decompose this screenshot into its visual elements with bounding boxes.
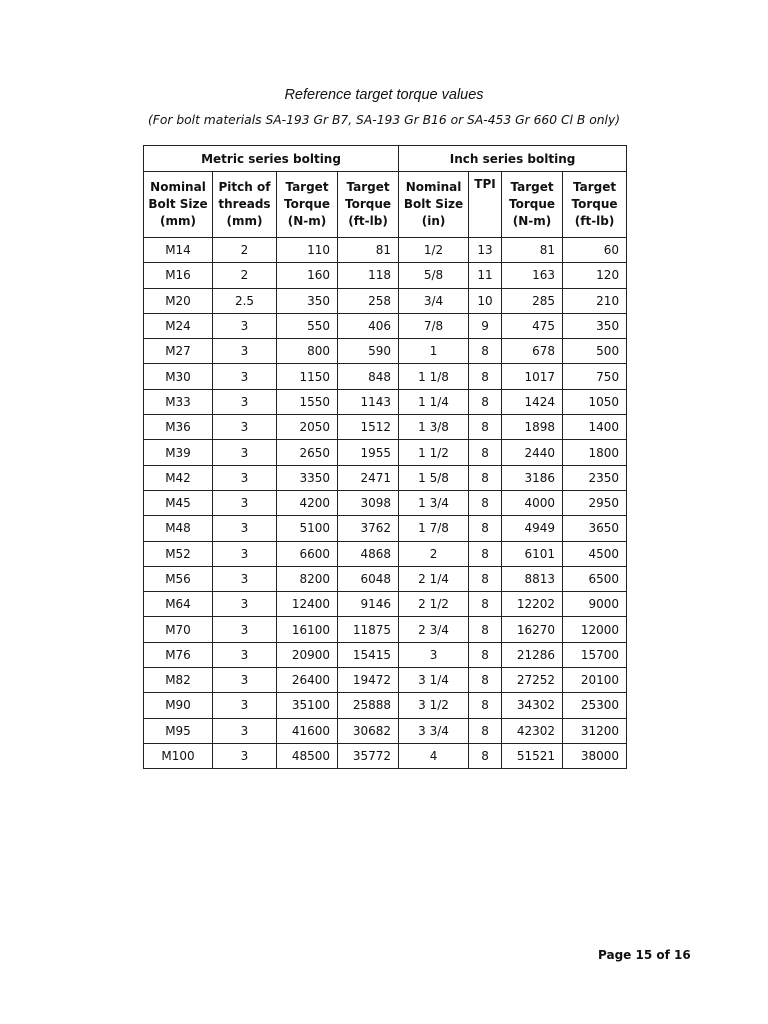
- cell-inch-tpi: 8: [469, 743, 502, 768]
- cell-metric-torque-nm: 3350: [277, 465, 338, 490]
- cell-metric-torque-nm: 26400: [277, 668, 338, 693]
- cell-metric-torque-nm: 550: [277, 313, 338, 338]
- cell-metric-torque-ftlb: 25888: [338, 693, 399, 718]
- table-row: [144, 718, 627, 743]
- cell-metric-torque-nm: 110: [277, 238, 338, 263]
- cell-metric-size: M20: [144, 288, 213, 313]
- cell-metric-pitch: 3: [213, 465, 277, 490]
- cell-inch-torque-ftlb: 1050: [563, 389, 627, 414]
- cell-inch-size: 3 1/4: [399, 668, 469, 693]
- cell-metric-torque-ftlb: 590: [338, 339, 399, 364]
- cell-metric-torque-ftlb: 30682: [338, 718, 399, 743]
- cell-inch-torque-nm: 1898: [502, 415, 563, 440]
- table-row: [144, 541, 627, 566]
- cell-metric-torque-ftlb: 258: [338, 288, 399, 313]
- cell-metric-size: M52: [144, 541, 213, 566]
- page-number: Page 15 of 16: [598, 948, 691, 962]
- cell-metric-pitch: 3: [213, 617, 277, 642]
- cell-inch-tpi: 8: [469, 339, 502, 364]
- cell-inch-torque-nm: 163: [502, 263, 563, 288]
- cell-inch-tpi: 11: [469, 263, 502, 288]
- cell-inch-tpi: 9: [469, 313, 502, 338]
- cell-inch-torque-ftlb: 350: [563, 313, 627, 338]
- cell-metric-torque-ftlb: 118: [338, 263, 399, 288]
- cell-metric-pitch: 3: [213, 389, 277, 414]
- cell-inch-torque-nm: 12202: [502, 592, 563, 617]
- cell-metric-size: M14: [144, 238, 213, 263]
- cell-metric-size: M100: [144, 743, 213, 768]
- cell-inch-size: 1 5/8: [399, 465, 469, 490]
- cell-metric-size: M30: [144, 364, 213, 389]
- cell-metric-torque-ftlb: 1143: [338, 389, 399, 414]
- cell-inch-tpi: 8: [469, 389, 502, 414]
- cell-inch-tpi: 13: [469, 238, 502, 263]
- cell-metric-torque-nm: 2650: [277, 440, 338, 465]
- cell-inch-torque-ftlb: 500: [563, 339, 627, 364]
- cell-metric-torque-nm: 16100: [277, 617, 338, 642]
- table-row: [144, 465, 627, 490]
- cell-metric-torque-ftlb: 15415: [338, 642, 399, 667]
- cell-inch-tpi: 8: [469, 415, 502, 440]
- cell-metric-torque-nm: 41600: [277, 718, 338, 743]
- cell-metric-pitch: 2: [213, 238, 277, 263]
- cell-inch-torque-nm: 475: [502, 313, 563, 338]
- cell-metric-pitch: 2: [213, 263, 277, 288]
- cell-inch-torque-ftlb: 38000: [563, 743, 627, 768]
- table-row: [144, 339, 627, 364]
- table-row: [144, 238, 627, 263]
- cell-inch-torque-ftlb: 31200: [563, 718, 627, 743]
- cell-metric-size: M36: [144, 415, 213, 440]
- cell-metric-pitch: 3: [213, 339, 277, 364]
- cell-inch-size: 1 1/2: [399, 440, 469, 465]
- cell-inch-torque-nm: 285: [502, 288, 563, 313]
- table-row: [144, 313, 627, 338]
- cell-inch-tpi: 8: [469, 592, 502, 617]
- cell-inch-size: 3: [399, 642, 469, 667]
- cell-inch-size: 3 1/2: [399, 693, 469, 718]
- cell-metric-torque-nm: 6600: [277, 541, 338, 566]
- page-title: Reference target torque values: [284, 87, 484, 103]
- cell-inch-size: 7/8: [399, 313, 469, 338]
- metric-group-header: Metric series bolting: [144, 146, 399, 172]
- cell-inch-torque-nm: 3186: [502, 465, 563, 490]
- cell-inch-size: 2 1/2: [399, 592, 469, 617]
- cell-metric-torque-nm: 2050: [277, 415, 338, 440]
- table-row: [144, 490, 627, 515]
- header-metric-torque-ftlb: Target Torque (ft-lb): [338, 172, 399, 238]
- cell-inch-tpi: 8: [469, 465, 502, 490]
- cell-metric-size: M33: [144, 389, 213, 414]
- cell-metric-size: M27: [144, 339, 213, 364]
- cell-metric-torque-ftlb: 4868: [338, 541, 399, 566]
- cell-metric-torque-ftlb: 19472: [338, 668, 399, 693]
- cell-inch-torque-ftlb: 120: [563, 263, 627, 288]
- cell-metric-size: M76: [144, 642, 213, 667]
- header-inch-size: Nominal Bolt Size (in): [399, 172, 469, 238]
- cell-metric-torque-ftlb: 3098: [338, 490, 399, 515]
- cell-inch-tpi: 8: [469, 364, 502, 389]
- table-row: [144, 364, 627, 389]
- cell-inch-torque-nm: 678: [502, 339, 563, 364]
- cell-inch-size: 1 1/8: [399, 364, 469, 389]
- table-row: [144, 288, 627, 313]
- cell-metric-pitch: 3: [213, 313, 277, 338]
- cell-metric-torque-nm: 5100: [277, 516, 338, 541]
- cell-inch-torque-ftlb: 60: [563, 238, 627, 263]
- header-inch-torque-nm: Target Torque (N-m): [502, 172, 563, 238]
- header-inch-tpi: TPI: [469, 172, 502, 238]
- table-row: [144, 263, 627, 288]
- header-metric-torque-nm: Target Torque (N-m): [277, 172, 338, 238]
- cell-metric-torque-nm: 12400: [277, 592, 338, 617]
- cell-inch-tpi: 8: [469, 566, 502, 591]
- cell-metric-pitch: 3: [213, 364, 277, 389]
- cell-inch-torque-ftlb: 3650: [563, 516, 627, 541]
- table-row: [144, 642, 627, 667]
- cell-metric-torque-nm: 350: [277, 288, 338, 313]
- table-row: [144, 566, 627, 591]
- cell-metric-torque-ftlb: 1955: [338, 440, 399, 465]
- cell-metric-pitch: 3: [213, 743, 277, 768]
- cell-metric-size: M42: [144, 465, 213, 490]
- cell-inch-tpi: 8: [469, 516, 502, 541]
- table-row: [144, 516, 627, 541]
- cell-metric-size: M90: [144, 693, 213, 718]
- cell-metric-torque-nm: 48500: [277, 743, 338, 768]
- cell-inch-torque-nm: 21286: [502, 642, 563, 667]
- table-row: [144, 592, 627, 617]
- cell-inch-torque-nm: 34302: [502, 693, 563, 718]
- cell-inch-torque-ftlb: 12000: [563, 617, 627, 642]
- cell-metric-torque-nm: 4200: [277, 490, 338, 515]
- cell-metric-size: M24: [144, 313, 213, 338]
- cell-metric-torque-nm: 1550: [277, 389, 338, 414]
- cell-metric-pitch: 3: [213, 440, 277, 465]
- cell-inch-tpi: 8: [469, 541, 502, 566]
- cell-metric-torque-ftlb: 35772: [338, 743, 399, 768]
- cell-metric-torque-nm: 160: [277, 263, 338, 288]
- cell-inch-torque-nm: 81: [502, 238, 563, 263]
- cell-inch-torque-nm: 51521: [502, 743, 563, 768]
- cell-inch-torque-nm: 6101: [502, 541, 563, 566]
- cell-metric-size: M95: [144, 718, 213, 743]
- cell-inch-torque-ftlb: 20100: [563, 668, 627, 693]
- cell-inch-torque-ftlb: 4500: [563, 541, 627, 566]
- cell-metric-torque-nm: 35100: [277, 693, 338, 718]
- cell-inch-size: 2: [399, 541, 469, 566]
- cell-inch-size: 2 3/4: [399, 617, 469, 642]
- cell-inch-torque-nm: 4949: [502, 516, 563, 541]
- cell-inch-tpi: 8: [469, 440, 502, 465]
- cell-metric-torque-ftlb: 9146: [338, 592, 399, 617]
- cell-inch-torque-nm: 42302: [502, 718, 563, 743]
- cell-inch-size: 1 1/4: [399, 389, 469, 414]
- cell-metric-size: M39: [144, 440, 213, 465]
- cell-metric-size: M16: [144, 263, 213, 288]
- cell-inch-tpi: 8: [469, 668, 502, 693]
- table-row: [144, 415, 627, 440]
- cell-metric-size: M82: [144, 668, 213, 693]
- cell-inch-torque-ftlb: 25300: [563, 693, 627, 718]
- inch-group-header: Inch series bolting: [399, 146, 627, 172]
- cell-metric-torque-ftlb: 406: [338, 313, 399, 338]
- cell-metric-torque-ftlb: 848: [338, 364, 399, 389]
- cell-inch-torque-ftlb: 2350: [563, 465, 627, 490]
- cell-metric-pitch: 3: [213, 415, 277, 440]
- cell-metric-pitch: 3: [213, 693, 277, 718]
- cell-inch-size: 1/2: [399, 238, 469, 263]
- cell-metric-size: M48: [144, 516, 213, 541]
- cell-metric-pitch: 3: [213, 516, 277, 541]
- cell-metric-pitch: 2.5: [213, 288, 277, 313]
- cell-metric-pitch: 3: [213, 642, 277, 667]
- cell-metric-size: M45: [144, 490, 213, 515]
- cell-metric-torque-ftlb: 11875: [338, 617, 399, 642]
- cell-inch-size: 1 7/8: [399, 516, 469, 541]
- cell-inch-tpi: 8: [469, 718, 502, 743]
- cell-inch-torque-ftlb: 1800: [563, 440, 627, 465]
- header-metric-size: Nominal Bolt Size (mm): [144, 172, 213, 238]
- cell-inch-torque-nm: 16270: [502, 617, 563, 642]
- torque-table: [143, 145, 627, 769]
- cell-inch-torque-ftlb: 15700: [563, 642, 627, 667]
- cell-metric-size: M70: [144, 617, 213, 642]
- cell-inch-size: 3 3/4: [399, 718, 469, 743]
- cell-metric-size: M64: [144, 592, 213, 617]
- cell-inch-tpi: 10: [469, 288, 502, 313]
- cell-metric-pitch: 3: [213, 592, 277, 617]
- cell-metric-size: M56: [144, 566, 213, 591]
- cell-metric-torque-ftlb: 81: [338, 238, 399, 263]
- cell-inch-torque-nm: 27252: [502, 668, 563, 693]
- cell-inch-size: 2 1/4: [399, 566, 469, 591]
- cell-inch-torque-nm: 1017: [502, 364, 563, 389]
- cell-inch-tpi: 8: [469, 693, 502, 718]
- cell-inch-size: 1: [399, 339, 469, 364]
- cell-inch-torque-ftlb: 1400: [563, 415, 627, 440]
- cell-metric-torque-nm: 1150: [277, 364, 338, 389]
- cell-metric-torque-ftlb: 6048: [338, 566, 399, 591]
- cell-inch-size: 3/4: [399, 288, 469, 313]
- cell-metric-torque-nm: 20900: [277, 642, 338, 667]
- cell-inch-torque-nm: 8813: [502, 566, 563, 591]
- cell-inch-size: 1 3/4: [399, 490, 469, 515]
- cell-inch-torque-nm: 2440: [502, 440, 563, 465]
- cell-metric-pitch: 3: [213, 490, 277, 515]
- cell-inch-torque-ftlb: 210: [563, 288, 627, 313]
- cell-metric-pitch: 3: [213, 541, 277, 566]
- cell-metric-torque-nm: 8200: [277, 566, 338, 591]
- cell-metric-torque-ftlb: 1512: [338, 415, 399, 440]
- table-row: [144, 693, 627, 718]
- cell-metric-pitch: 3: [213, 718, 277, 743]
- header-metric-pitch: Pitch of threads (mm): [213, 172, 277, 238]
- table-row: [144, 743, 627, 768]
- cell-inch-tpi: 8: [469, 490, 502, 515]
- cell-inch-torque-nm: 1424: [502, 389, 563, 414]
- cell-inch-size: 1 3/8: [399, 415, 469, 440]
- table-row: [144, 440, 627, 465]
- header-inch-torque-ftlb: Target Torque (ft-lb): [563, 172, 627, 238]
- table-row: [144, 668, 627, 693]
- cell-inch-torque-ftlb: 9000: [563, 592, 627, 617]
- cell-inch-tpi: 8: [469, 617, 502, 642]
- cell-metric-torque-nm: 800: [277, 339, 338, 364]
- cell-inch-torque-ftlb: 2950: [563, 490, 627, 515]
- cell-inch-tpi: 8: [469, 642, 502, 667]
- cell-metric-pitch: 3: [213, 566, 277, 591]
- cell-metric-pitch: 3: [213, 668, 277, 693]
- cell-inch-size: 5/8: [399, 263, 469, 288]
- table-row: [144, 389, 627, 414]
- cell-metric-torque-ftlb: 2471: [338, 465, 399, 490]
- cell-inch-torque-ftlb: 750: [563, 364, 627, 389]
- cell-inch-size: 4: [399, 743, 469, 768]
- table-row: [144, 617, 627, 642]
- cell-metric-torque-ftlb: 3762: [338, 516, 399, 541]
- cell-inch-torque-nm: 4000: [502, 490, 563, 515]
- cell-inch-torque-ftlb: 6500: [563, 566, 627, 591]
- page-subtitle: (For bolt materials SA-193 Gr B7, SA-193 Gr B16 or SA-453 Gr 660 Cl B only): [147, 113, 621, 127]
